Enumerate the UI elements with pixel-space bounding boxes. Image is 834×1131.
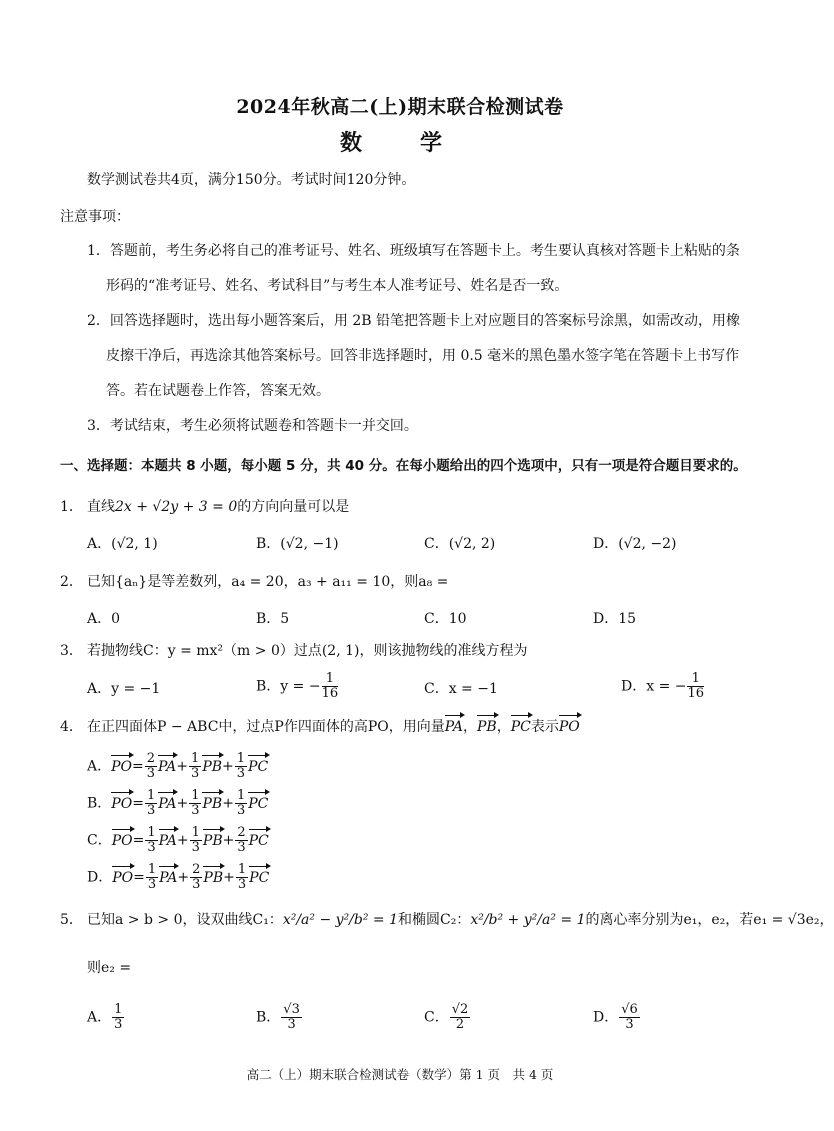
q4-b-label: B． <box>87 795 112 812</box>
q4-d-pa: PA <box>159 869 178 886</box>
q5-d-den: 3 <box>625 1017 634 1032</box>
note-2b: 皮擦干净后，再选涂其他答案标号。回答非选择题时，用 0.5 毫米的黑色墨水签字笔在答题卡上书写作 <box>106 348 740 364</box>
q4-a-c2d: 3 <box>191 766 200 781</box>
q4-c-c3d: 3 <box>237 840 246 855</box>
q3-option-a[interactable]: A．y = −1 <box>87 681 161 697</box>
q4-sep: ， <box>463 719 477 735</box>
q5-ellipse: x²/b² + y²/a² = 1 <box>470 912 586 928</box>
q4-d-c3n: 1 <box>237 862 247 877</box>
q4-a-c3d: 3 <box>236 766 246 781</box>
q5-number: 5． <box>60 912 83 928</box>
q3-option-d[interactable] <box>621 672 705 701</box>
q4-b-c3d: 3 <box>236 803 246 818</box>
q3-option-b[interactable] <box>256 672 339 701</box>
q4-a-pc: PC <box>248 758 269 775</box>
q4-post: 表示 <box>530 719 559 735</box>
q4-c-pa: PA <box>158 832 177 849</box>
q5-a-den: 3 <box>114 1017 123 1032</box>
q4-a-c3n: 1 <box>236 751 246 766</box>
q1-pre: 直线 <box>87 499 115 515</box>
q4-d-p1: + <box>177 869 190 886</box>
q1-post: 的方向向量可以是 <box>237 499 350 515</box>
q5-b-den: 3 <box>287 1017 296 1032</box>
q4-d-pc: PC <box>249 869 270 886</box>
q4-a-c2n: 1 <box>191 751 200 766</box>
q4-c-pc: PC <box>248 832 269 849</box>
q5-stem <box>87 910 834 930</box>
q4-c-label: C． <box>87 832 112 849</box>
q4-a-c1d: 3 <box>146 766 156 781</box>
q4-a-eq: = <box>132 758 144 775</box>
q1-equation: 2x + √2y + 3 = 0 <box>115 499 238 515</box>
q5-option-d[interactable] <box>593 1003 641 1032</box>
q4-c-c2d: 3 <box>191 840 200 855</box>
q4-d-c3d: 3 <box>237 877 247 892</box>
q4-b-c3n: 1 <box>236 788 246 803</box>
q4-c-c1n: 1 <box>147 825 156 840</box>
q3-stem: 若抛物线C：y = mx²（m > 0）过点(2, 1)，则该抛物线的准线方程为 <box>87 643 528 659</box>
q4-vec-pc: PC <box>510 719 531 735</box>
q5-d-label: D． <box>593 1009 619 1026</box>
note-2c: 答。若在试题卷上作答，答案无效。 <box>106 383 330 399</box>
q4-option-c[interactable] <box>87 826 269 855</box>
q1-number: 1． <box>60 499 83 515</box>
q4-a-p2: + <box>222 758 234 775</box>
note-1b: 形码的“准考证号、姓名、考试科目”与考生本人准考证号、姓名是否一致。 <box>106 278 569 294</box>
q4-d-label: D． <box>87 869 113 886</box>
q2-option-a[interactable]: A．0 <box>87 611 121 627</box>
q4-option-b[interactable] <box>87 789 268 818</box>
q4-b-pc: PC <box>248 795 269 812</box>
q3-number: 3． <box>60 643 83 659</box>
q4-sep2: ， <box>496 719 511 735</box>
q5-d-num: √6 <box>621 1002 638 1017</box>
note-1a: 1．答题前，考生务必将自己的准考证号、姓名、班级填写在答题卡上。考生要认真核对答题卡上粘贴的条 <box>87 243 740 259</box>
q5-c-label: C． <box>424 1009 449 1026</box>
q4-b-c1d: 3 <box>146 803 156 818</box>
page-footer: 高二（上）期末联合检测试卷（数学）第 1 页 共 4 页 <box>246 1067 554 1082</box>
q4-c-po: PO <box>111 832 133 849</box>
q4-c-c1d: 3 <box>147 840 156 855</box>
q5-c-den: 2 <box>455 1017 465 1032</box>
q3-d-num: 1 <box>687 672 704 687</box>
q4-a-p1: + <box>176 758 189 775</box>
q4-d-c1n: 1 <box>147 862 157 877</box>
q4-b-c1n: 1 <box>146 788 156 803</box>
q4-b-c2d: 3 <box>191 803 200 818</box>
q1-option-b[interactable]: B．(√2, −1) <box>256 536 339 552</box>
q4-option-a[interactable] <box>87 752 268 781</box>
note-3: 3．考试结束，考生必须将试题卷和答题卡一并交回。 <box>87 418 418 434</box>
q4-d-c1d: 3 <box>147 877 157 892</box>
q3-b-den: 16 <box>321 686 339 701</box>
q5-option-c[interactable] <box>424 1003 471 1032</box>
q4-b-c2n: 1 <box>191 788 200 803</box>
q4-d-eq: = <box>133 869 145 886</box>
q4-vec-po: PO <box>558 719 580 735</box>
q4-c-c3n: 2 <box>237 825 246 840</box>
q4-b-eq: = <box>132 795 144 812</box>
q4-a-po: PO <box>111 758 133 775</box>
notes-heading: 注意事项： <box>60 209 130 225</box>
q5-text3: 的离心率分别为e₁，e₂，若e₁ = √3e₂， <box>585 912 834 928</box>
q5-option-a[interactable] <box>87 1003 125 1032</box>
q4-number: 4． <box>60 719 83 735</box>
q1-stem <box>87 497 349 517</box>
q4-d-po: PO <box>112 869 134 886</box>
q3-b-num: 1 <box>322 672 339 687</box>
q3-option-c[interactable]: C．x = −1 <box>424 681 498 697</box>
q4-vec-pa: PA <box>444 719 463 735</box>
q2-option-d[interactable]: D．15 <box>593 611 637 627</box>
q5-a-label: A． <box>87 1009 112 1026</box>
q3-b-prefix: B．y = − <box>256 678 321 695</box>
q4-b-pb: PB <box>202 795 223 812</box>
intro-text: 数学测试卷共4页，满分150分。考试时间120分钟。 <box>87 172 416 188</box>
q4-b-p2: + <box>222 795 234 812</box>
q4-c-c2n: 1 <box>191 825 200 840</box>
q4-stem <box>87 717 580 737</box>
subject-title: 数 学 <box>339 130 460 156</box>
q4-d-c2n: 2 <box>192 862 201 877</box>
q5-b-label: B． <box>256 1009 281 1026</box>
q4-c-p2: + <box>222 832 235 849</box>
q4-c-eq: = <box>132 832 145 849</box>
q4-d-c2d: 3 <box>192 877 201 892</box>
q4-a-label: A． <box>87 758 112 775</box>
q5-text1: 已知a > b > 0，设双曲线C₁： <box>87 912 283 928</box>
q4-a-pb: PB <box>202 758 223 775</box>
q5-option-b[interactable] <box>256 1003 303 1032</box>
q5-hyperbola: x²/a² − y²/b² = 1 <box>282 912 398 928</box>
q4-option-d[interactable] <box>87 863 269 892</box>
q5-stem-cont: 则e₂ = <box>87 960 132 976</box>
q4-a-c1n: 2 <box>146 751 156 766</box>
q5-b-num: √3 <box>283 1002 300 1017</box>
q4-c-p1: + <box>176 832 189 849</box>
q4-b-pa: PA <box>158 795 177 812</box>
note-2a: 2．回答选择题时，选出每小题答案后，用 2B 铅笔把答题卡上对应题目的答案标号涂黑，如需改动，用橡 <box>87 313 741 329</box>
q2-stem: 已知{aₙ}是等差数列，a₄ = 20，a₃ + a₁₁ = 10，则a₈ = <box>87 574 449 590</box>
q4-b-p1: + <box>176 795 189 812</box>
q2-option-b[interactable]: B．5 <box>256 611 290 627</box>
q5-text2: 和椭圆C₂： <box>397 912 471 928</box>
section-heading: 一、选择题：本题共 8 小题，每小题 5 分，共 40 分。在每小题给出的四个选项中，只有一项是符合题目要求的。 <box>60 458 747 474</box>
q4-d-pb: PB <box>203 869 224 886</box>
q2-number: 2． <box>60 574 83 590</box>
q4-a-pa: PA <box>158 758 177 775</box>
q5-a-num: 1 <box>114 1002 123 1017</box>
q1-option-c[interactable]: C．(√2, 2) <box>424 536 496 552</box>
exam-title: 2024年秋高二(上)期末联合检测试卷 <box>236 96 564 118</box>
q4-vec-pb: PB <box>477 719 497 735</box>
q3-d-prefix: D．x = − <box>621 678 687 695</box>
q2-option-c[interactable]: C．10 <box>424 611 467 627</box>
q1-option-d[interactable]: D．(√2, −2) <box>593 536 677 552</box>
q4-c-pb: PB <box>202 832 223 849</box>
q4-pre: 在正四面体P − ABC中，过点P作四面体的高PO，用向量 <box>87 719 445 735</box>
q1-option-a[interactable]: A．(√2, 1) <box>87 536 158 552</box>
q4-d-p2: + <box>223 869 235 886</box>
q4-b-po: PO <box>111 795 133 812</box>
q3-d-den: 16 <box>687 686 705 701</box>
q5-c-num: √2 <box>451 1002 469 1017</box>
